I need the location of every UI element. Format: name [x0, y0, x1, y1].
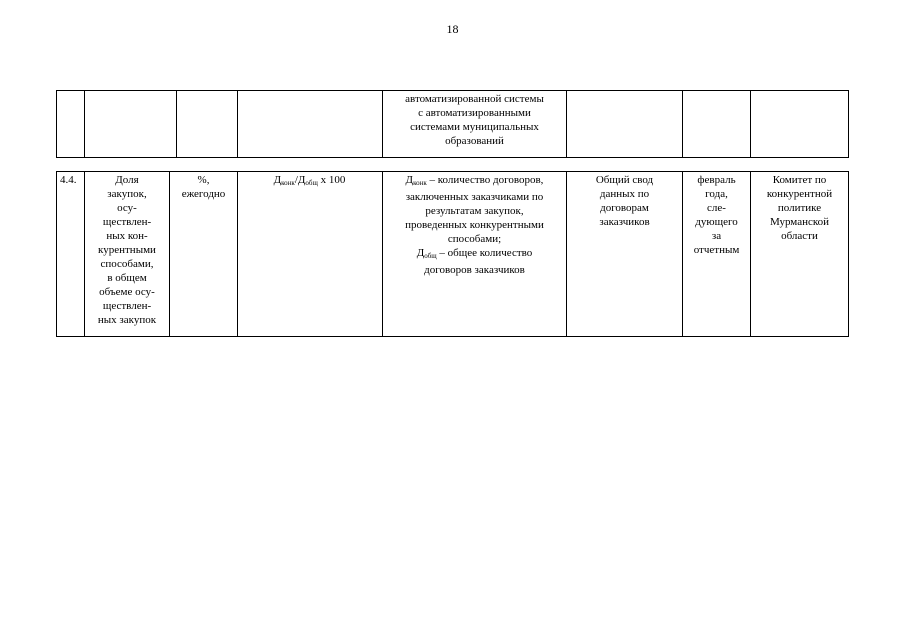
formula-subscript: конк: [281, 179, 295, 187]
reporting-deadline: февраль года, сле- дующего за отчетным: [683, 172, 751, 337]
formula-symbol: Д: [273, 174, 282, 186]
definition-subscript: конк: [413, 179, 427, 187]
definition-symbol: Д: [416, 247, 425, 259]
cell-number: [57, 91, 85, 158]
formula-subscript: общ: [305, 179, 318, 187]
table-row: [57, 172, 849, 337]
table-row: [57, 91, 849, 158]
responsible-body: Комитет по конкурентной политике Мурманской области: [751, 172, 849, 337]
cell-formula: [238, 91, 383, 158]
definition-symbol: Д: [405, 174, 414, 186]
indicator-name: Доля закупок, осу- ществлен- ных кон- курентными способами, в общем объеме осу- ществлен- ных закупок: [85, 172, 170, 337]
cell-source: [567, 91, 683, 158]
indicator-table: [56, 171, 849, 337]
formula-symbol: /Д: [294, 174, 306, 186]
indicator-definition: [383, 172, 567, 337]
definition-subscript: общ: [424, 252, 437, 260]
cell-description: автоматизированной системы с автоматизированными системами муниципальных образований: [383, 91, 567, 158]
data-source: Общий свод данных по договорам заказчиков: [567, 172, 683, 337]
definition-text: – количество договоров, заключенных заказчиками по результатам закупок, проведенных конкурентными способами;: [405, 174, 544, 245]
cell-unit: [177, 91, 238, 158]
indicator-formula: [238, 172, 383, 337]
cell-responsible: [751, 91, 849, 158]
formula-multiplier: х 100: [317, 174, 346, 186]
continued-table-row: [56, 90, 849, 158]
cell-indicator: [85, 91, 177, 158]
definition-text: – общее количество договоров заказчиков: [424, 247, 533, 276]
row-number: 4.4.: [57, 172, 85, 337]
indicator-unit: %, ежегодно: [170, 172, 238, 337]
cell-deadline: [683, 91, 751, 158]
page-number: 18: [446, 22, 459, 36]
